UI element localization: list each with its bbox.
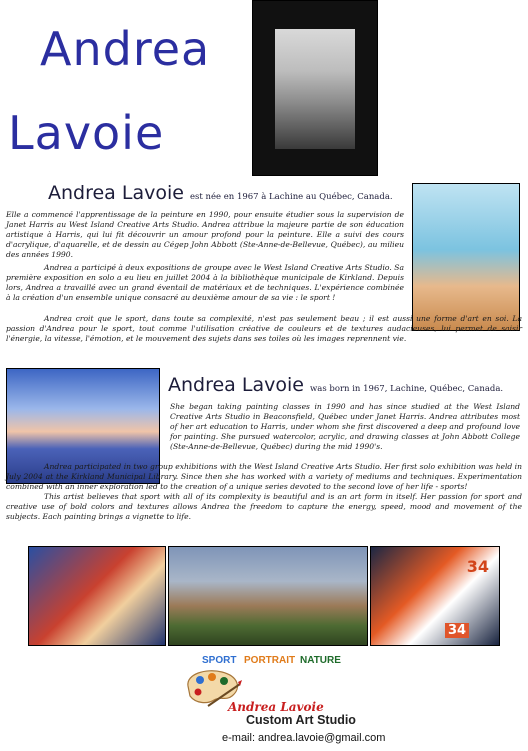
beach-painting-image	[412, 183, 520, 331]
english-heading-name: Andrea Lavoie	[168, 374, 304, 396]
title-first-name: Andrea	[40, 22, 211, 76]
english-heading-detail: was born in 1967, Lachine, Québec, Canada.	[309, 384, 504, 394]
tag-sport: SPORT	[202, 655, 237, 666]
jersey-number-bottom: 34	[445, 623, 469, 638]
email-text: e-mail: andrea.lavoie@gmail.com	[222, 732, 386, 744]
french-paragraph-2: Andrea a participé à deux expositions de groupe avec le West Island Creative Arts Studio. Sa première exposition en solo a eu lieu en juillet 2004 à la bibliothèque municipale de Kirkland. Depuis lors, Andrea a travaillé avec un grand éventail de matériaux et de techniques. L'expérience combinée à la création d'un ensemble unique consacré au deuxième amour de sa vie : le sport !	[6, 263, 404, 303]
english-bio-bottom	[6, 462, 522, 522]
studio-name: Custom Art Studio	[246, 713, 356, 727]
artist-portrait-photo	[252, 0, 378, 176]
football-painting-image	[370, 546, 500, 646]
tag-nature: NATURE	[300, 655, 341, 666]
english-bio-top	[170, 402, 520, 452]
french-bio-bottom	[6, 263, 404, 303]
french-heading	[48, 182, 393, 204]
french-heading-detail: est née en 1967 à Lachine au Québec, Canada.	[189, 192, 393, 202]
french-heading-name: Andrea Lavoie	[48, 182, 184, 204]
portrait-image	[275, 29, 355, 149]
golf-painting-image	[168, 546, 368, 646]
english-paragraph-1: She began taking painting classes in 1990 and has since studied at the West Island Creative Arts Studio in Beaconsfield, Québec under Janet Harris. Andrea attributes most of her art education to Harris, under whom she first discovered a deep and profound love for painting. She pursued watercolor, acrylic, and drawing classes at John Abbott College (Ste-Anne-de-Bellevue, Québec) during the mid 1990's.	[170, 402, 520, 452]
tag-portrait: PORTRAIT	[244, 655, 296, 666]
signature-text: Andrea Lavoie	[228, 700, 324, 714]
french-paragraph-3: Andrea croit que le sport, dans toute sa complexité, n'est pas seulement beau ; il est aussi une forme d'art en soi. La passion d'Andrea pour le sport, tout comme l'utilisation créative de couleurs et de textures audacieuses, lui permet de saisir l'énergie, la vitesse, l'émotion, et le mouvement des sujets dans ses toiles où les images reprennent vie.	[6, 314, 522, 344]
jersey-number-top: 34	[466, 557, 489, 576]
french-bio-top	[6, 210, 404, 260]
french-paragraph-1: Elle a commencé l'apprentissage de la peinture en 1990, pour ensuite étudier sous la supervision de Janet Harris au West Island Creative Arts Studio. Andrea attribue la majeure partie de son éducation artistique à Harris, qui lui fit découvrir un amour profond pour la peinture. Elle a suivi des cours d'acrylique, d'aquarelle, et de dessin au Cégep John Abbott (Ste-Anne-de-Bellevue, Québec), au milieu des années 1990.	[6, 210, 404, 260]
title-last-name: Lavoie	[8, 106, 165, 160]
english-paragraph-3: This artist believes that sport with all of its complexity is beautiful and is an art form in itself. Her passion for sport and creative use of bold colors and textures allows Andrea the freedom to capture the energy, speed, mood and movement of the subjects. Each painting brings a vignette to life.	[6, 492, 522, 522]
english-paragraph-2: Andrea participated in two group exhibitions with the West Island Creative Arts Studio. Her first solo exhibition was held in July 2004 at the Kirkland Municipal Library. Since then she has worked with a variety of mediums and techniques. Experimentation combined with an inner exploration led to the creation of a unique series devoted to the second love of her life - sports!	[6, 462, 522, 492]
english-heading	[168, 374, 503, 396]
hockey-painting-image	[28, 546, 166, 646]
french-bio-last	[6, 314, 522, 344]
